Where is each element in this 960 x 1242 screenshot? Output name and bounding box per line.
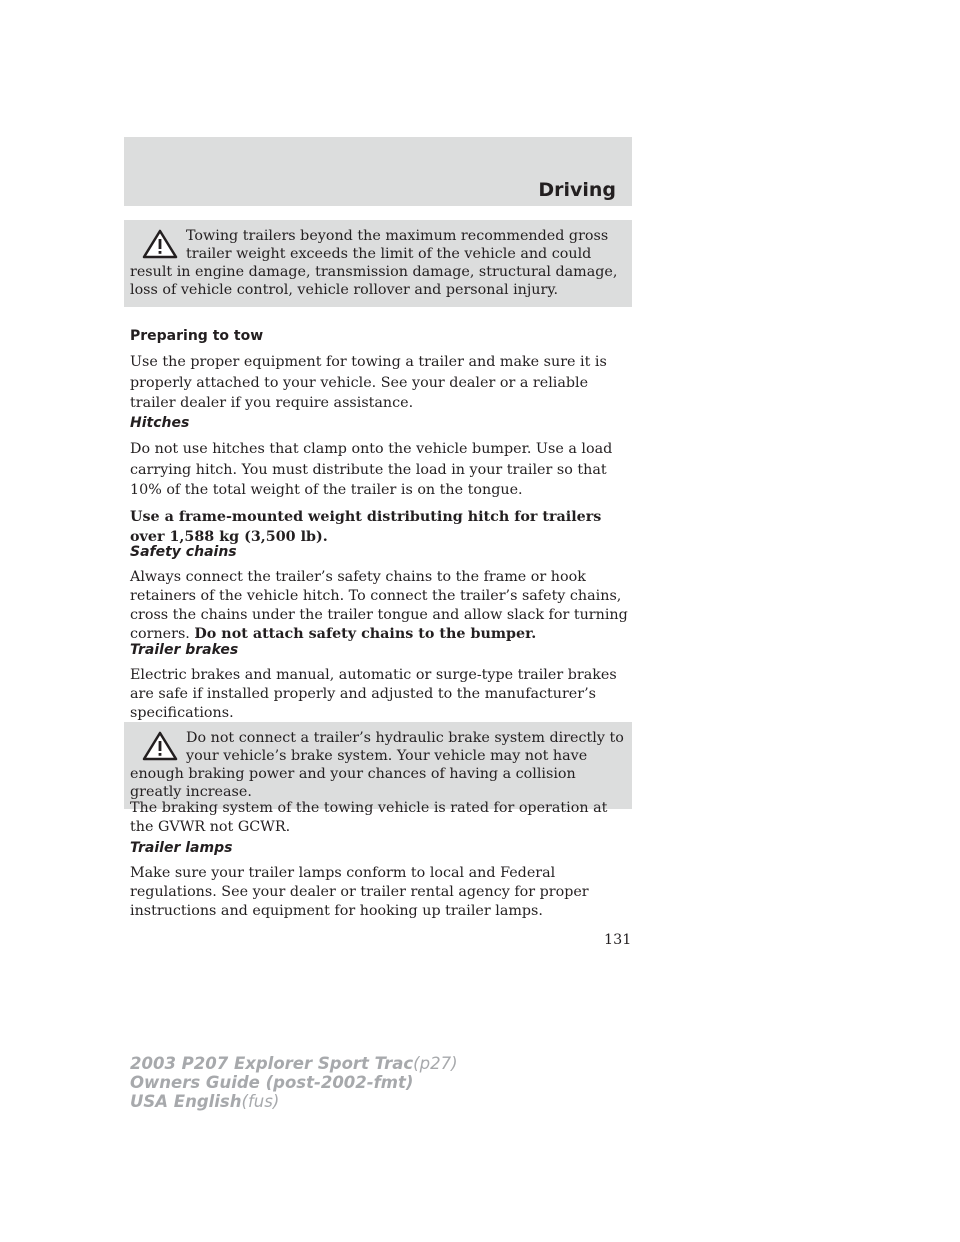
warning-text: Do not connect a trailer’s hydraulic brake system directly to your vehicle’s brake system. Your vehicle may not have enough braking power and your chances of having a collision greatly increase. [130, 730, 624, 800]
section-header [124, 137, 632, 206]
section-safety-chains [130, 543, 630, 644]
paragraph-hitches-bold: Use a frame-mounted weight distributing hitch for trailers over 1,588 kg (3,500 lb). [130, 508, 602, 545]
section-preparing-to-tow [130, 327, 630, 414]
heading-trailer-brakes: Trailer brakes [130, 642, 239, 658]
warning-text: Towing trailers beyond the maximum recommended gross trailer weight exceeds the limit of the vehicle and could result in engine damage, transmission damage, structural damage, loss of vehicle control, vehicle rollover and personal injury. [130, 228, 618, 298]
section-braking-system [130, 799, 630, 837]
paragraph-trailer-lamps: Make sure your trailer lamps conform to local and Federal regulations. See your dealer or trailer rental agency for proper instructions and equipment for hooking up trailer lamps. [130, 865, 589, 919]
warning-box-hydraulic-brakes [124, 722, 632, 809]
footer-line-1 [130, 1054, 458, 1073]
warning-box-trailer-weight [124, 220, 632, 307]
heading-preparing-to-tow: Preparing to tow [130, 328, 264, 344]
page-number: 131 [604, 932, 632, 948]
footer-language-code: (fus) [241, 1092, 280, 1111]
paragraph-preparing: Use the proper equipment for towing a trailer and make sure it is properly attached to your vehicle. See your dealer or a reliable trailer dealer if you require assistance. [130, 354, 607, 411]
section-trailer-brakes [130, 641, 630, 723]
safety-chains-bold: Do not attach safety chains to the bumper. [194, 626, 537, 642]
footer-line-2: Owners Guide (post-2002-fmt) [130, 1073, 414, 1092]
section-hitches [130, 414, 630, 548]
paragraph-braking-system: The braking system of the towing vehicle is rated for operation at the GVWR not GCWR. [130, 800, 608, 835]
footer-language: USA English [130, 1092, 242, 1111]
warning-triangle-icon [142, 731, 178, 761]
footer-model: 2003 P207 Explorer Sport Trac [130, 1054, 414, 1073]
section-title: Driving [538, 179, 616, 201]
heading-trailer-lamps: Trailer lamps [130, 840, 233, 856]
section-trailer-lamps [130, 839, 630, 921]
warning-triangle-icon [142, 229, 178, 259]
document-footer [130, 1054, 458, 1111]
paragraph-safety-chains [130, 568, 630, 644]
footer-line-3 [130, 1092, 458, 1111]
footer-model-code: (p27) [413, 1054, 458, 1073]
heading-hitches: Hitches [130, 415, 190, 431]
safety-chains-body: Always connect the trailer’s safety chains to the frame or hook retainers of the vehicle hitch. To connect the trailer’s safety chains, cross the chains under the trailer tongue and allow slack for turning corners. [130, 569, 628, 642]
paragraph-trailer-brakes: Electric brakes and manual, automatic or surge-type trailer brakes are safe if installed properly and adjusted to the manufacturer’s specifications. [130, 667, 617, 721]
heading-safety-chains: Safety chains [130, 544, 237, 560]
paragraph-hitches: Do not use hitches that clamp onto the vehicle bumper. Use a load carrying hitch. You must distribute the load in your trailer so that 10% of the total weight of the trailer is on the tongue. [130, 441, 613, 498]
